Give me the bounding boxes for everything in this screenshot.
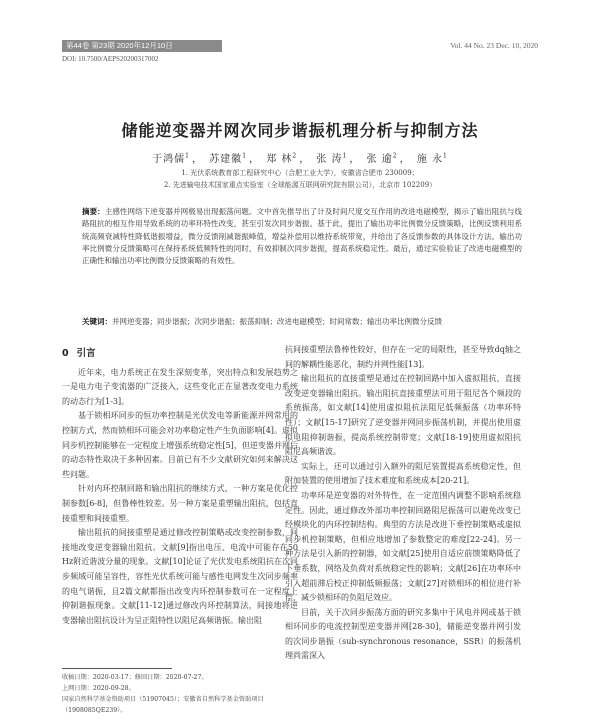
body-paragraph: 近年来，电力系统正在发生深刻变革，突出特点和发展趋势之一是电力电子变流器的广泛接入，这些变化正在显著改变电力系统的动态行为[1-3]。 [62,367,298,406]
author-name: 苏建徽 [209,154,243,165]
section-heading [62,347,298,362]
footnote-divider [62,668,172,669]
author-list: 于鸿儒$^1$ ， 苏建徽$^1$ ， 郑 林$^2$ ， 张 涛$^1$ ， 张 逾$^2$ ， 施 永$^1$ [152,152,448,165]
keywords-label: 关键词： [82,317,112,326]
author-name: 张 逾 [366,154,393,165]
abstract-label: 摘要： [82,207,105,216]
abstract [82,206,522,267]
keywords-text: 并网逆变器；同步谐振；次同步谐振；振荡抑制；改进电磁模型；时间常数；输出功率比例微分反馈 [112,317,442,326]
author-affiliation-mark: 1 [443,152,448,160]
body-paragraph: 基于锁相环同步的恒功率控制是光伏发电等新能源并网常用的控制方式，然而锁相环可能会对功率稳定性产生负面影响[4]。虚拟同步机控制能够在一定程度上增强系统稳定性[5]，但逆变器并网后的动态特性取决于多种因素。目前已有不少文献研究如何来解决这些问题。 [62,411,298,479]
affiliation-2: 2. 先进输电技术国家重点实验室（全球能源互联网研究院有限公司），北京市 102209） [163,181,437,189]
author-name: 于鸿儒 [152,154,186,165]
body-paragraph: 输出阻抗的直接重塑是通过在控制回路中加入虚拟阻抗，直接改变逆变器输出阻抗。输出阻抗直接重塑法可用于阻尼各个频段的系统振荡，如文献[14]使用虚拟阻抗法阻尼低频振荡（功率环特性）；文献[15-17]研究了逆变器并网同步振荡机制，并提出使用虚拟电阻抑制谐振，提高系统控制带宽；文献[18-19]使用虚拟阻抗阻尼高频谐波。 [285,374,521,457]
body-paragraph: 目前，关于次同步振荡方面的研究多集中于风电并网或基于锁相环同步的电流控制型逆变器并网[28-30]，储能逆变器并网引发的次同步谐振（sub-synchronous resonance，SSR）的振荡机理尚需深入 [285,607,521,661]
author-affiliation-mark: 1 [242,152,248,160]
author-affiliation-mark: 1 [342,152,348,160]
body-paragraph: 针对内环控制回路和输出阻抗的继续方式，一种方案是优化控制参数[6-8]，但鲁棒性较差。另一种方案是重塑输出阻抗，包括直接重塑和间接重塑。 [62,484,298,523]
body-paragraph: 功率环是逆变器的对外特性，在一定范围内调整不影响系统稳定性。因此，通过修改外部功率控制回路阻尼振荡可以避免改变已经模块化的内环控制结构。典型的方法是改进下垂控制策略或虚拟同步机控制策略，但相应地增加了参数整定的难度[22-24]。另一种方法是引入新的控制器，如文献[25]使用自适应前馈策略降低了下垂系数，网络及负荷对系统稳定性的影响；文献[26]在功率环中引入超前滞后校正抑制低频振荡；文献[27]对锁相环的相位进行补偿，减少锁相环的负阻尼效应。 [285,490,521,603]
left-column [62,347,298,628]
author-name: 施 永 [416,154,443,165]
volume-info: Vol. 44 No. 23 Dec. 10, 2020 [450,41,538,50]
issue-band: 第44卷 第23期 2020年12月10日 [62,40,222,52]
footnotes [62,672,298,716]
author-affiliation-mark: 2 [292,152,298,160]
footnote: 国家自然科学基金资助项目（51907045）；安徽省自然科学基金资助项目（1908085QE239）。 [62,696,264,714]
right-column [285,343,521,664]
author-affiliation-mark: 2 [392,152,398,160]
footnote: 收稿日期：2020-03-17；修回日期：2020-07-27。 [62,674,208,681]
author-name: 郑 林 [266,154,293,165]
keywords [82,316,522,328]
body-paragraph: 输出阻抗的间接重塑是通过修改控制策略或改变控制参数，间接地改变逆变器输出阻抗。文献[9]指出电压、电流中可能存在50 Hz附近谐波分量的现象。文献[10]论证了光伏发电系统阻抗在次同步频域可能呈容性，容性光伏系统可能与感性电网发生次同步频率的电气谐振，且2篇文献都指出改变内环控制参数可在一定程度上抑制谐振现象。文献[11-12]通过修改内环控制算法，间接地将逆变器输出阻抗设计为呈正阻特性以阻尼高频谐振。输出阻 [62,528,298,625]
section-number: 0 [62,348,69,359]
paper-title: 储能逆变器并网次同步谐振机理分析与抑制方法 [121,121,479,140]
affiliation-1: 1. 光伏系统教育部工程研究中心（合肥工业大学），安徽省合肥市 230009； [181,169,419,177]
abstract-text: 主感性网络下逆变器并网极易出现振荡问题。文中首先推导出了计及时间尺度交互作用的改进电磁模型，揭示了输出阻抗与线路阻抗的相互作用导致系统的功率环特性改变，甚至引发次同步谐振。基于此，提出了输出功率比例微分反馈策略，比例反馈利用系统高频衰减特性降低谐振增益，微分反馈削减谐振峰值，增益补偿用以维持系统带宽，并给出了各反馈参数的具体设计方法。输出功率比例微分反馈策略可在保持系统低频特性的同时，有效抑制次同步谐振，提高系统稳定性。最后，通过实验验证了改进电磁模型的正确性和输出功率比例微分反馈策略的有效性。 [82,207,522,266]
doi[interactable]: DOI: 10.7500/AEPS20200317002 [62,55,159,63]
body-paragraph: 实际上，还可以通过引入额外的阻尼装置提高系统稳定性，但附加装置的使用增加了技术难度和系统成本[20-21]。 [285,461,521,486]
section-title: 引言 [76,348,96,359]
author-name: 张 涛 [316,154,343,165]
footnote: 上网日期：2020-09-28。 [62,685,135,692]
author-affiliation-mark: 1 [185,152,190,160]
body-paragraph: 抗间接重塑法鲁棒性较好，但存在一定的局限性，甚至导致dq轴之间的解耦性能恶化，制约并网性能[13]。 [285,345,521,369]
